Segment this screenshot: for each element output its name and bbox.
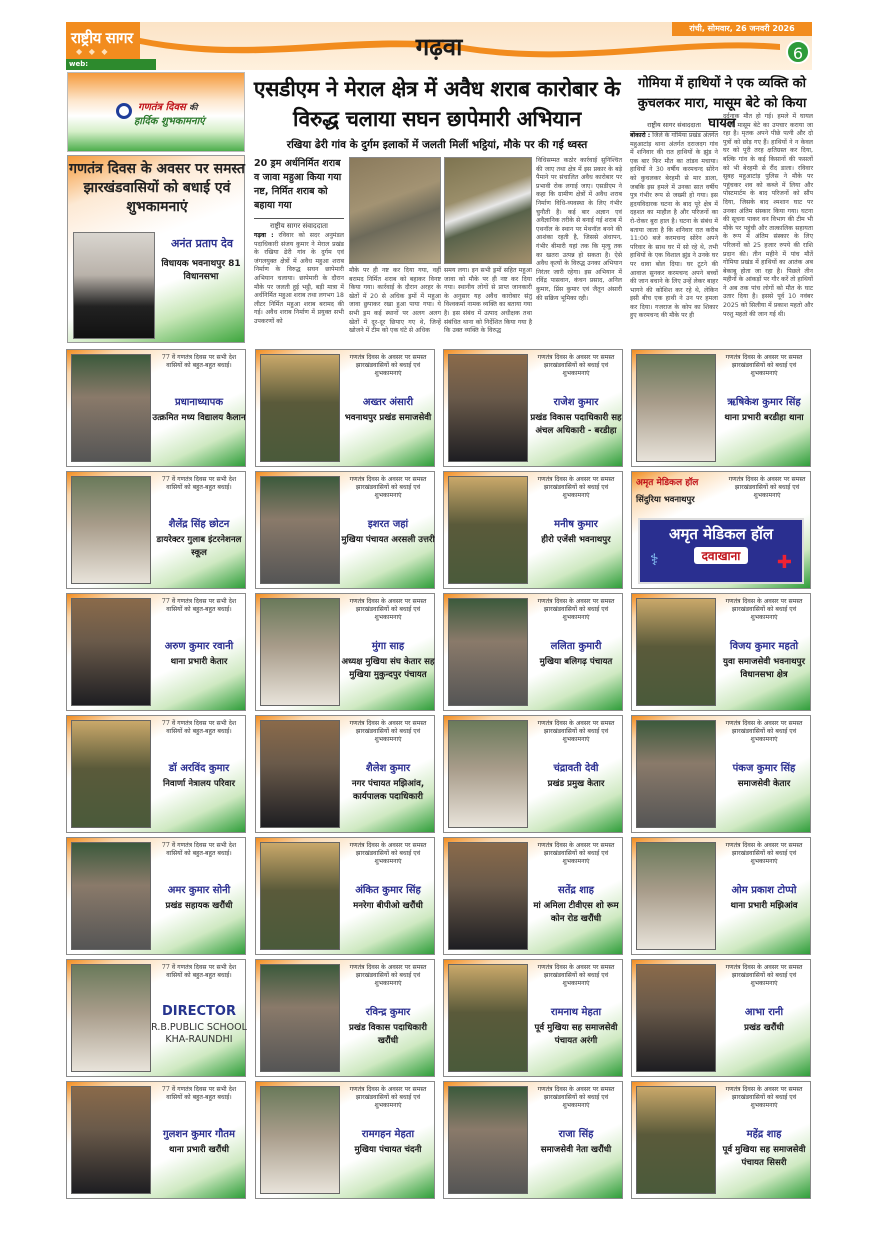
greeting-ad — [443, 837, 623, 955]
mla-designation: विधायक भवनाथपुर 81 विधानसभा — [161, 259, 241, 282]
person-photo — [448, 598, 528, 706]
person-name: आभा रानी — [744, 1007, 784, 1018]
shop-name: अमृत मेडिकल हॉल — [636, 478, 699, 488]
side-body-col-1 — [630, 132, 718, 343]
greeting-ad — [631, 959, 811, 1077]
person-designation: भवनाथपुर प्रखंड समाजसेवी — [344, 413, 432, 423]
main-body-col-1 — [254, 232, 344, 342]
person-photo — [260, 720, 340, 828]
side-dateline: बोकारो : — [630, 132, 651, 139]
ad-greeting: गणतंत्र दिवस के अवसर पर समस्त झारखंडवासियों को बधाई एवं शुभकामनाएं — [537, 1086, 615, 1109]
ad-greeting: गणतंत्र दिवस के अवसर पर समस्त झारखंडवासियों को बधाई एवं शुभकामनाएं — [349, 476, 427, 499]
mla-name: अनंत प्रताप देव — [170, 237, 234, 250]
banner-line-2: हार्दिक शुभकामनाएं — [134, 116, 205, 127]
person-photo — [71, 720, 151, 828]
greeting-ad — [631, 349, 811, 467]
person-name: अरुण कुमार रवानी — [164, 641, 234, 652]
greeting-ad — [443, 959, 623, 1077]
greeting-ad — [66, 837, 246, 955]
ad-greeting: गणतंत्र दिवस के अवसर पर समस्त झारखंडवासियों को बधाई एवं शुभकामनाएं — [537, 354, 615, 377]
person-name: विजय कुमार महतो — [729, 641, 799, 652]
person-name: ऋषिकेश कुमार सिंह — [727, 397, 801, 408]
side-byline: राष्ट्रीय सागर संवाददाता — [630, 120, 718, 132]
person-designation: प्रखंड प्रमुख केतार — [547, 779, 605, 789]
person-photo — [636, 598, 716, 706]
ashoka-chakra-icon — [116, 103, 132, 119]
ad-greeting: गणतंत्र दिवस के अवसर पर समस्त झारखंडवासियों को बधाई एवं शुभकामनाएं — [349, 354, 427, 377]
ad-greeting: गणतंत्र दिवस के अवसर पर समस्त झारखंडवासियों को बधाई एवं शुभकामनाएं — [537, 964, 615, 987]
person-name: प्रधानाध्यापक — [174, 397, 224, 408]
greeting-ad — [443, 1081, 623, 1199]
ad-greeting: गणतंत्र दिवस के अवसर पर समस्त झारखंडवासियों को बधाई एवं शुभकामनाएं — [349, 964, 427, 987]
board-title: अमृत मेडिकल हॉल — [668, 525, 773, 543]
person-photo — [448, 720, 528, 828]
banner-line-1-suffix: की — [189, 103, 198, 112]
person-name: पंकज कुमार सिंह — [732, 763, 796, 774]
person-designation: मां अमिला टीवीएस शो रूम कोन रोड खरौंधी — [533, 901, 619, 924]
person-photo — [448, 354, 528, 462]
person-designation: युवा समाजसेवी भवनाथपुर विधानसभा क्षेत्र — [722, 657, 806, 680]
person-name: अंकित कुमार सिंह — [355, 885, 421, 896]
greeting-ad — [66, 959, 246, 1077]
ad-greeting: गणतंत्र दिवस के अवसर पर समस्त झारखंडवासियों को बधाई एवं शुभकामनाएं — [725, 842, 803, 865]
ad-greeting: गणतंत्र दिवस के अवसर पर समस्त झारखंडवासियों को बधाई एवं शुभकामनाएं — [728, 476, 806, 499]
person-name: मनीष कुमार — [554, 519, 598, 530]
person-name: अमर कुमार सोनी — [167, 885, 231, 896]
ad-greeting: गणतंत्र दिवस के अवसर पर समस्त झारखंडवासियों को बधाई एवं शुभकामनाएं — [349, 720, 427, 743]
website-url[interactable]: web: — [66, 59, 156, 70]
banner-line-1-main: गणतंत्र दिवस — [138, 102, 186, 113]
person-designation: नगर पंचायत मझिआंव, कार्यपालक पदाधिकारी — [351, 779, 425, 802]
ad-greeting: 77 वें गणतंत्र दिवस पर सभी देश वासियों को बहुत-बहुत बधाई। — [161, 842, 237, 857]
shop-signboard — [638, 518, 804, 584]
person-designation: पूर्व मुखिया सह समाजसेवी पंचायत सिसरी — [722, 1145, 806, 1168]
main-headline: एसडीएम ने मेराल क्षेत्र में अवैध शराब कारोबार के विरुद्ध चलाया सघन छापेमारी अभियान — [253, 76, 621, 131]
person-photo — [448, 1086, 528, 1194]
person-designation: मनरेगा बीपीओ खरौंधी — [353, 901, 423, 911]
person-name: अख्तर अंसारी — [362, 397, 414, 408]
person-designation: समाजसेवी केतार — [737, 779, 791, 789]
person-name: रामनाथ मेहता — [550, 1007, 602, 1018]
greeting-ad — [443, 715, 623, 833]
person-photo — [260, 842, 340, 950]
main-col-1-text: रविवार को सदर अनुमंडल पदाधिकारी संजय कुमार ने मेराल प्रखंड के रखिया ढेरी गांव के दुर्गम एवं जंगलयुक्त क्षेत्रों में अवैध महुआ शराब निर्माण के विरुद्ध सघन छापेमारी अभियान चलाया। छापेमारी के दौरान मौके पर जलती हुई भट्ठी, बड़ी मात्रा में अर्धनिर्मित महुआ शराब तथा लगभग 18 लीटर निर्मित महुआ शराब बरामद की गई। अवैध शराब निर्माण में प्रयुक्त सभी उपकरणों को — [254, 232, 344, 325]
person-photo — [260, 964, 340, 1072]
logo-dots-icon: ◆ ◆ ◆ — [76, 47, 110, 56]
shop-place: सिंदुरिया भवनाथपुर — [636, 494, 695, 504]
greeting-ad — [631, 1081, 811, 1199]
greeting-ad — [255, 959, 435, 1077]
person-designation: प्रखंड खरौंधी — [744, 1023, 784, 1033]
person-designation: पूर्व मुखिया सह समाजसेवी पंचायत अरंगी — [534, 1023, 618, 1046]
person-designation: मुखिया पंचायत अरसली उत्तरी — [341, 535, 435, 545]
person-designation: प्रखंड विकास पदाधिकारी खरौंधी — [349, 1023, 427, 1046]
main-body-col-2: मौके पर ही नष्ट कर दिया गया, वहीं बरामद निर्मित शराब को बहाकर विनष्ट किया गया। कार्रवाई के दौरान अरहर के खेतों में 20 से अधिक ड्रमों में महुआ जावा छुपाकर रखा हुआ पाया गया। ये सभी ड्रम कई स्थानों पर अलग अलग खेतों में दूर-दूर छिपाए गए थे, जिन्हें खोजने में टीम को एक घंटे से अधिक — [349, 267, 441, 335]
greeting-ad — [631, 715, 811, 833]
main-body-col-4: विधिसम्मत कठोर कार्रवाई सुनिश्चित की जाए तथा क्षेत्र में इस प्रकार के बड़े पैमाने पर संचालित अवैध कारोबार पर प्रभावी रोक लगाई जाए। एसडीएम ने कहा कि ग्रामीण क्षेत्रों में अवैध शराब निर्माण विधि-व्यवस्था के लिए गंभीर चुनौती है। कई बार अज्ञान एवं अवैज्ञानिक तरीके से बनाई गई शराब में एथनॉल के स्थान पर मेथनॉल बनने की आशंका रहती है, जिससे अंधापन, गंभीर बीमारी यहां तक कि मृत्यु तक का खतरा उत्पन्न हो सकता है। ऐसे अवैध कृत्यों के विरुद्ध उनका अभियान निरंतर जारी रहेगा। इस अभियान में रविंद्र पासवान, कंचन प्रसाद, अनिल कुमार, प्रिंस कुमार एवं जैतून अंसारी की सक्रिय भूमिका रही। — [536, 157, 622, 302]
person-name: सतेंद्र शाह — [558, 885, 594, 896]
raid-photo-sdm — [349, 157, 441, 264]
person-name: गुलशन कुमार गौतम — [163, 1129, 235, 1140]
republic-day-banner — [67, 72, 245, 152]
main-deck: 20 ड्रम अर्धनिर्मित शराब व जावा महुआ किया गया नष्ट, निर्मित शराब को बहाया गया — [254, 158, 342, 211]
person-name: इशरत जहां — [367, 519, 409, 530]
person-designation: मुखिया पंचायत चंदनी — [354, 1145, 422, 1155]
greeting-ad — [255, 349, 435, 467]
person-name: मुंगा साह — [371, 641, 405, 652]
person-photo — [636, 1086, 716, 1194]
ad-greeting: 77 वें गणतंत्र दिवस पर सभी देश वासियों को बहुत-बहुत बधाई। — [161, 598, 237, 613]
person-photo — [448, 842, 528, 950]
ad-greeting: गणतंत्र दिवस के अवसर पर समस्त झारखंडवासियों को बधाई एवं शुभकामनाएं — [537, 842, 615, 865]
person-designation: उत्क्रमित मध्य विद्यालय कैलान — [152, 413, 246, 423]
person-photo — [71, 598, 151, 706]
ad-greeting: गणतंत्र दिवस के अवसर पर समस्त झारखंडवासियों को बधाई एवं शुभकामनाएं — [349, 598, 427, 621]
ad-greeting: 77 वें गणतंत्र दिवस पर सभी देश वासियों को बहुत-बहुत बधाई। — [161, 354, 237, 369]
person-name: रामगहन मेहता — [361, 1129, 415, 1140]
person-photo — [448, 964, 528, 1072]
person-name: DIRECTOR — [162, 1004, 236, 1019]
mla-photo — [73, 232, 155, 339]
ad-greeting: गणतंत्र दिवस के अवसर पर समस्त झारखंडवासियों को बधाई एवं शुभकामनाएं — [725, 598, 803, 621]
main-subheadline: रखिया ढेरी गांव के दुर्गम इलाकों में जलती मिलीं भट्ठियां, मौके पर की गई ध्वस्त — [286, 139, 588, 151]
person-name: डॉ अरविंद कुमार — [168, 763, 230, 774]
person-photo — [71, 964, 151, 1072]
side-col-1-text: जिले के गोमिया प्रखंड अंतर्गत महुआटांड़ थाना अंतर्गत दराजदग गांव में शनिवार की रात हाथियों के झुंड ने एक बार फिर मौत का तांडव मचाया। हाथियों ने 30 वर्षीय करमचन्द सोरेन को कुचलकर बेरहमी से मार डाला, जबकि इस हमले में उनका सात वर्षीय पुत्र गंभीर रूप से जख्मी हो गया। इस हृदयविदारक घटना के बाद पूरे क्षेत्र में दहशत का माहौल है और परिजनों का रो-रोकर बुरा हाल है। घटना के संबंध में बताया जाता है कि शनिवार रात करीब 11:00 बजे करमचन्द सोरेन अपने परिवार के साथ घर में सो रहे थे, तभी हाथियों के एक विशाल झुंड ने उनके घर पर धावा बोल दिया। घर टूटने की आवाज सुनकर करमचन्द अपने बच्चों की जान बचाने के लिए उन्हें लेकर बाहर भागने की कोशिश कर रहे थे, लेकिन इसी बीच एक हाथी ने उन पर हमला कर दिया। गजराज के कोप का शिकार हुए करमचन्द की मौके पर ही — [630, 132, 719, 320]
person-designation: थाना प्रभारी मझिआंव — [730, 901, 798, 911]
ad-greeting: 77 वें गणतंत्र दिवस पर सभी देश वासियों को बहुत-बहुत बधाई। — [161, 476, 237, 491]
person-designation: थाना प्रभारी खरौंधी — [169, 1145, 229, 1155]
caduceus-icon: ⚕ — [650, 550, 659, 569]
person-name: चंद्रावती देवी — [553, 763, 599, 774]
person-photo — [260, 354, 340, 462]
ad-greeting: 77 वें गणतंत्र दिवस पर सभी देश वासियों को बहुत-बहुत बधाई। — [161, 964, 237, 979]
ad-greeting: 77 वें गणतंत्र दिवस पर सभी देश वासियों को बहुत-बहुत बधाई। — [161, 720, 237, 735]
ad-greeting: गणतंत्र दिवस के अवसर पर समस्त झारखंडवासियों को बधाई एवं शुभकामनाएं — [349, 1086, 427, 1109]
greeting-ad — [255, 837, 435, 955]
ad-greeting: गणतंत्र दिवस के अवसर पर समस्त झारखंडवासियों को बधाई एवं शुभकामनाएं — [725, 1086, 803, 1109]
person-designation: समाजसेवी नेता खरौंधी — [540, 1145, 612, 1155]
greeting-ad — [443, 593, 623, 711]
person-photo — [260, 476, 340, 584]
greeting-ad — [255, 471, 435, 589]
person-designation: मुखिया बलिगढ़ पंचायत — [539, 657, 613, 667]
person-name: रविन्द्र कुमार — [365, 1007, 411, 1018]
mla-greeting-text: गणतंत्र दिवस के अवसर पर समस्त झारखंडवासियों को बधाई एवं शुभकामनाएं — [69, 161, 245, 215]
person-name: ललिता कुमारी — [550, 641, 602, 652]
person-photo — [71, 842, 151, 950]
person-photo — [71, 1086, 151, 1194]
greeting-ad — [66, 715, 246, 833]
greeting-ad — [443, 349, 623, 467]
ad-greeting: गणतंत्र दिवस के अवसर पर समस्त झारखंडवासियों को बधाई एवं शुभकामनाएं — [537, 476, 615, 499]
person-photo — [260, 1086, 340, 1194]
person-photo — [448, 476, 528, 584]
person-name: महेंद्र शाह — [746, 1129, 782, 1140]
dateline: रांची, सोमवार, 26 जनवरी 2026 — [672, 22, 812, 36]
greeting-ad — [255, 593, 435, 711]
medical-cross-icon: ✚ — [776, 552, 792, 573]
person-photo — [636, 354, 716, 462]
person-photo — [636, 720, 716, 828]
person-name: शैलेंद्र सिंह छोटन — [168, 519, 230, 530]
greeting-ad — [66, 471, 246, 589]
ad-greeting: गणतंत्र दिवस के अवसर पर समस्त झारखंडवासियों को बधाई एवं शुभकामनाएं — [349, 842, 427, 865]
person-photo — [71, 476, 151, 584]
person-designation: अध्यक्ष मुखिया संघ केतार सह मुखिया मुकुन्दपुर पंचायत — [341, 657, 435, 680]
greeting-ad — [66, 593, 246, 711]
person-photo — [260, 598, 340, 706]
greeting-ad — [631, 837, 811, 955]
ad-greeting: 77 वें गणतंत्र दिवस पर सभी देश वासियों को बहुत-बहुत बधाई। — [161, 1086, 237, 1101]
person-name: शैलेश कुमार — [365, 763, 411, 774]
person-photo — [71, 354, 151, 462]
side-headline: गोमिया में हाथियों ने एक व्यक्ति को कुचलकर मारा, मासूम बेटे को किया घायल — [637, 76, 807, 131]
greeting-ad — [443, 471, 623, 589]
person-designation: निवार्णा नेत्रालय परिवार — [162, 779, 236, 789]
main-dateline: गढ़वा : — [254, 232, 274, 239]
masthead — [66, 22, 812, 70]
greeting-ad — [255, 715, 435, 833]
person-designation: थाना प्रभारी बरडीहा थाना — [724, 413, 804, 423]
board-subtitle: दवाखाना — [694, 547, 749, 564]
section-title: गढ़वा — [415, 32, 463, 61]
side-body-col-2: दर्दनाक मौत हो गई। हमले में घायल उनके मासूम बेटे का उपचार कराया जा रहा है। मृतक अपने पीछे पत्नी और दो पुत्रों को छोड़ गए हैं। हाथियों ने न केवल घर को पूरी तरह क्षतिग्रस्त कर दिया, बल्कि गांव के कई किसानों की फसलों को भी बेरहमी से रौंद डाला। रविवार सुबह महुआटांड़ पुलिस ने मौके पर पहुंचकर शव को कब्जे में लिया और पोस्टमार्टम के बाद परिजनों को सौंप दिया, जिसके बाद श्मशान घाट पर उनका अंतिम संस्कार किया गया। घटना की सूचना पाकर वन विभाग की टीम भी मौके पर पहुंची और तात्कालिक सहायता के रूप में अंतिम संस्कार के लिए परिजनों को 25 हजार रुपये की राशि प्रदान की। तीन महीने में पांच मौतें गोमिया प्रखंड में हाथियों का आतंक अब बेकाबू होता जा रहा है। पिछले तीन महीनों के आंकड़ों पर गौर करें तो हाथियों ने अब तक पांच लोगों को मौत के घाट उतार दिया है। इससे पूर्व 10 नवंबर 2025 को सिलीया में प्रकाश महतो और परशु महतो की जान गई थी। — [723, 113, 813, 318]
ad-greeting: गणतंत्र दिवस के अवसर पर समस्त झारखंडवासियों को बधाई एवं शुभकामनाएं — [537, 720, 615, 743]
person-name: ओम प्रकाश टोप्पो — [731, 885, 797, 896]
person-designation: प्रखंड विकास पदाधिकारी सह अंचल अधिकारी - बरडीहा — [530, 413, 622, 436]
main-byline: राष्ट्रीय सागर संवाददाता — [254, 218, 344, 231]
brand-name: राष्ट्रीय सागर — [71, 29, 133, 47]
person-designation: प्रखंड सहायक खरौंधी — [165, 901, 233, 911]
person-photo — [636, 964, 716, 1072]
ad-greeting: गणतंत्र दिवस के अवसर पर समस्त झारखंडवासियों को बधाई एवं शुभकामनाएं — [725, 964, 803, 987]
mla-greeting-card — [67, 155, 245, 343]
person-name: राजेश कुमार — [553, 397, 599, 408]
person-designation: हीरो एजेंसी भवनाथपुर — [541, 535, 611, 545]
ad-greeting: गणतंत्र दिवस के अवसर पर समस्त झारखंडवासियों को बधाई एवं शुभकामनाएं — [725, 354, 803, 377]
person-name: राजा सिंह — [558, 1129, 594, 1140]
ad-greeting: गणतंत्र दिवस के अवसर पर समस्त झारखंडवासियों को बधाई एवं शुभकामनाएं — [537, 598, 615, 621]
greeting-ad — [631, 593, 811, 711]
person-designation: डायरेक्टर गुलाब इंटरनेशनल स्कूल — [156, 535, 242, 558]
person-designation: थाना प्रभारी केतार — [170, 657, 228, 667]
greeting-ad — [66, 349, 246, 467]
raid-photo-team — [444, 157, 532, 264]
ad-greeting: गणतंत्र दिवस के अवसर पर समस्त झारखंडवासियों को बधाई एवं शुभकामनाएं — [725, 720, 803, 743]
greeting-ad — [66, 1081, 246, 1199]
greeting-ad — [631, 471, 811, 589]
main-body-col-3: समय लगा। इन सभी ड्रमों सहित महुआ जावा को मौके पर ही नष्ट कर दिया गया। स्थानीय लोगों से प्राप्त जानकारी के अनुसार यह अवैध कारोबार संतु विश्वकर्मा नामक व्यक्ति का बताया गया है। इस संबंध में उत्पाद अधीक्षक तथा संबंधित थाना को निर्देशित किया गया है कि उक्त व्यक्ति के विरुद्ध — [444, 267, 532, 335]
person-designation: R.B.PUBLIC SCHOOL KHA-RAUNDHI — [151, 1022, 247, 1045]
greeting-ad — [255, 1081, 435, 1199]
person-photo — [636, 842, 716, 950]
banner-line-1 — [138, 99, 198, 113]
page-number: 6 — [786, 40, 810, 64]
